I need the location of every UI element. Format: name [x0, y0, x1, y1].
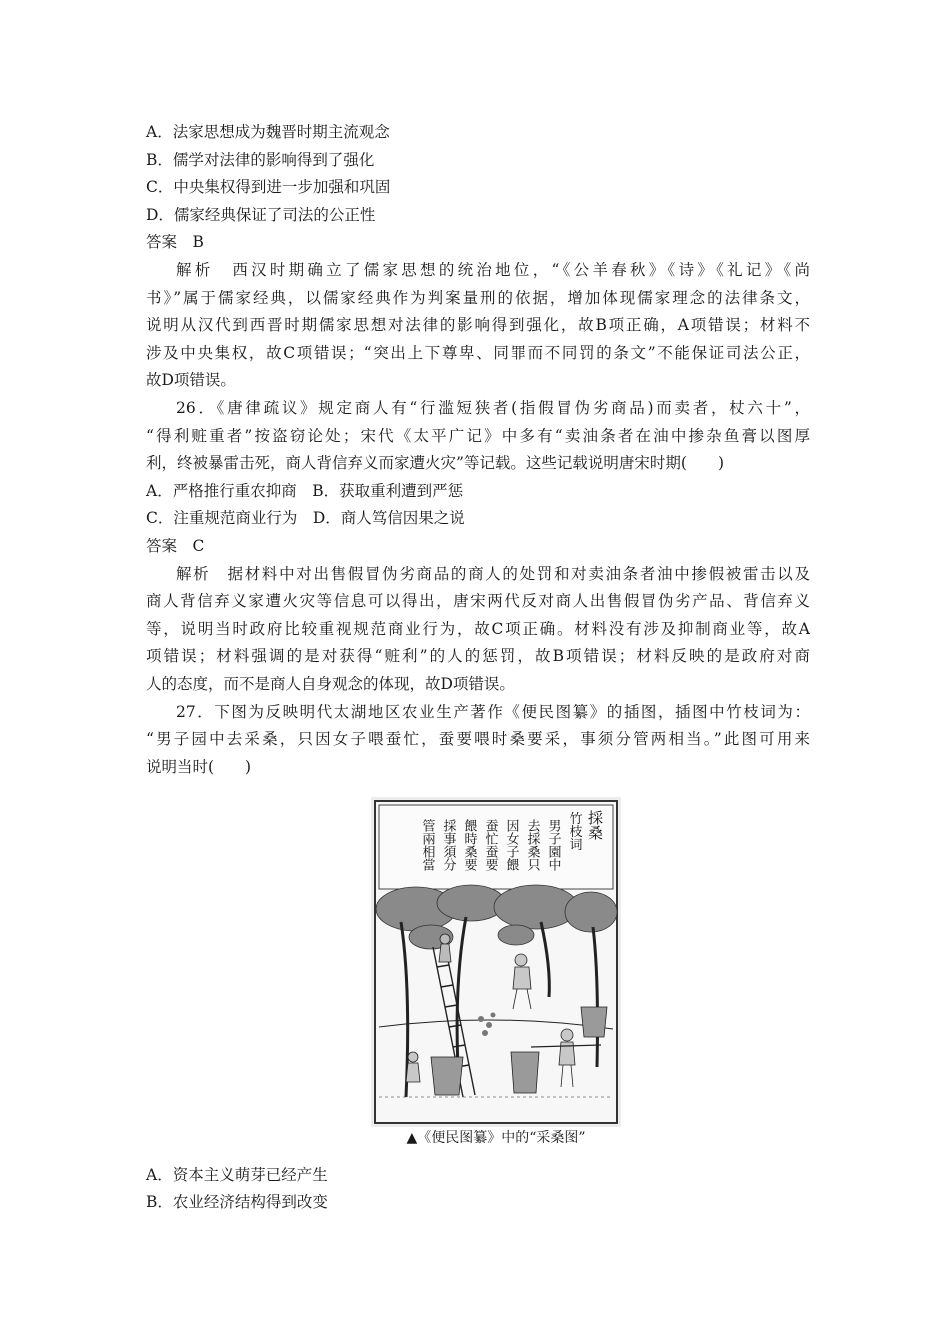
woodblock-print [371, 797, 621, 1127]
q27-option-a: A．资本主义萌芽已经产生 [146, 1166, 328, 1184]
q26-analysis-line: 项错误；材料强调的是对获得“赃利”的人的惩罚，故B项错误；材料反映的是政府对商 [146, 647, 810, 665]
poem-column: 蚕忙蚕要 [482, 819, 498, 871]
q25-option-b: B．儒学对法律的影响得到了强化 [146, 151, 375, 169]
poem-column: 餵時桑要 [461, 819, 477, 871]
q25-analysis-line: 涉及中央集权，故C项错误；“突出上下尊卑、同罪而不同罚的条文”不能保证司法公正， [146, 344, 810, 362]
figure-caption: ▲《便民图纂》中的“采桑图” [406, 1130, 586, 1146]
poem-column: 採事須分 [440, 819, 456, 871]
q26-stem-line: “得利赃重者”按盗窃论处；宋代《太平广记》中多有“卖油条者在油中掺杂鱼膏以图厚 [146, 427, 810, 445]
q26-analysis-line: 解析 据材料中对出售假冒伪劣商品的商人的处罚和对卖油条者油中掺假被雷击以及 [176, 565, 810, 583]
q26-analysis-line: 人的态度，而不是商人自身观念的体现，故D项错误。 [146, 675, 515, 693]
q27-stem-line: “男子园中去采桑，只因女子喂蚕忙，蚕要喂时桑要采，事须分管两相当。”此图可用来 [146, 730, 810, 748]
q25-analysis-line: 书》”属于儒家经典，以儒家经典作为判案量刑的依据，增加体现儒家理念的法律条文， [146, 289, 810, 307]
q25-answer: 答案 B [146, 233, 204, 251]
q26-stem-line: 利，终被暴雷击死，商人背信弃义而家遭火灾”等记载。这些记载说明唐宋时期( ) [146, 454, 725, 472]
q25-analysis-line: 故D项错误。 [146, 371, 236, 389]
q25-option-c: C．中央集权得到进一步加强和巩固 [146, 178, 391, 196]
q26-analysis-line: 等，说明当时政府比较重视规范商业行为，故C项正确。材料没有涉及抑制商业等，故A [146, 620, 810, 638]
q27-stem-line: 说明当时( ) [146, 758, 252, 776]
poem-column: 男子園中 [545, 819, 561, 871]
q25-option-a: A．法家思想成为魏晋时期主流观念 [146, 123, 390, 141]
q25-option-d: D．儒家经典保证了司法的公正性 [146, 206, 376, 224]
poem-column: 去採桑只 [524, 819, 540, 871]
q27-stem-line: 27．下图为反映明代太湖地区农业生产著作《便民图纂》的插图，插图中竹枝词为： [176, 703, 810, 721]
q25-analysis-line: 说明从汉代到西晋时期儒家思想对法律的影响得到强化，故B项正确，A项错误；材料不 [146, 316, 810, 334]
poem-column: 管兩相當 [419, 819, 435, 871]
q27-option-b: B．农业经济结构得到改变 [146, 1193, 328, 1211]
poem-column: 因女子餵 [503, 819, 519, 871]
poem-title: 竹枝词 [566, 811, 582, 851]
q26-options-cd: C．注重规范商业行为 D．商人笃信因果之说 [146, 509, 465, 527]
q26-stem-line: 26．《唐律疏议》规定商人有“行滥短狭者(指假冒伪劣商品)而卖者，杖六十”， [176, 399, 810, 417]
q25-analysis-line: 解析 西汉时期确立了儒家思想的统治地位，“《公羊春秋》《诗》《礼记》《尚 [176, 261, 810, 279]
mulberry-picking-illustration [371, 797, 621, 1158]
q26-analysis-line: 商人背信弃义家遭火灾等信息可以得出，唐宋两代反对商人出售假冒伪劣产品、背信弃义 [146, 592, 810, 610]
q26-options-ab: A．严格推行重农抑商 B．获取重利遭到严惩 [146, 482, 464, 500]
illustration-title: 採桑 [586, 810, 604, 840]
q26-answer: 答案 C [146, 537, 205, 555]
